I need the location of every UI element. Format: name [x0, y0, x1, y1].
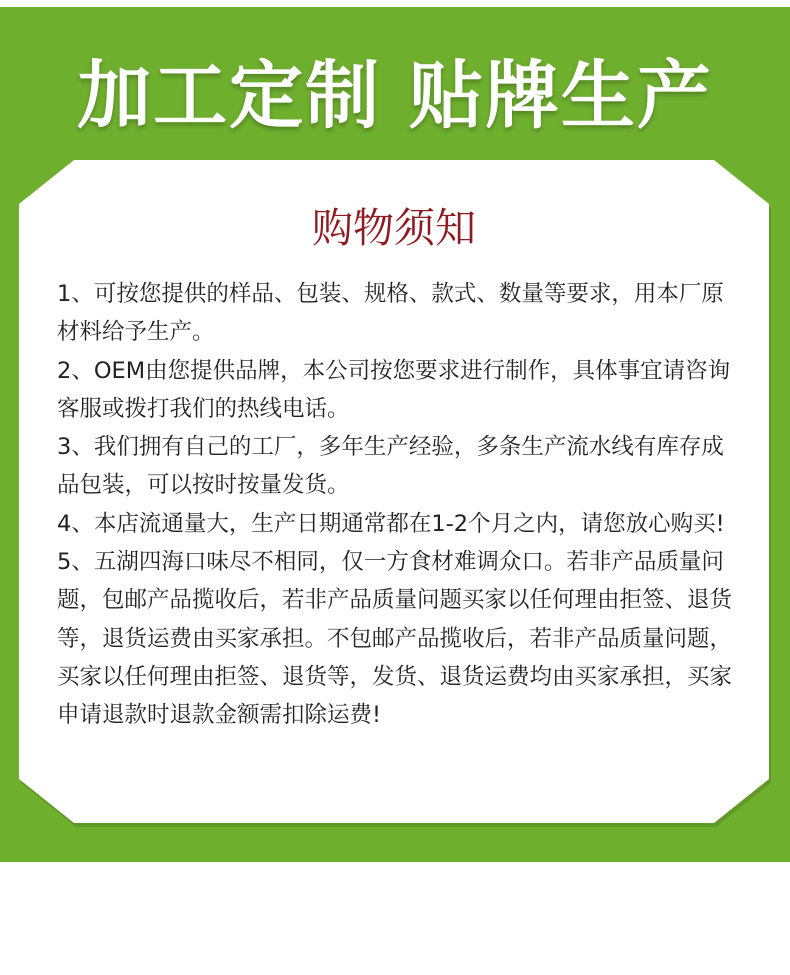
- page-headline: 加工定制 贴牌生产: [77, 53, 713, 139]
- notice-title: 购物须知: [312, 204, 476, 252]
- notice-item-2: 2、OEM由您提供品牌，本公司按您要求进行制作，具体事宜请咨询客服或拨打我们的热线电话。: [57, 357, 731, 422]
- notice-item-1: 1、可按您提供的样品、包装、规格、款式、数量等要求，用本厂原材料给予生产。: [57, 281, 724, 346]
- notice-item-4: 4、本店流通量大，生产日期通常都在1-2个月之内，请您放心购买!: [57, 510, 725, 537]
- notice-item-3: 3、我们拥有自己的工厂，多年生产经验，多条生产流水线有库存成品包装，可以按时按量发货。: [57, 434, 724, 499]
- notice-item-5: 5、五湖四海口味尽不相同，仅一方食材难调众口。若非产品质量问题，包邮产品揽收后，若非产品质量问题买家以任何理由拒签、退货等，退货运费由买家承担。不包邮产品揽收后，若非产品质量问题，买家以任何理由拒签、退货等，发货、退货运费均由买家承担，买家申请退款时退款金额需扣除运费!: [57, 549, 733, 729]
- notice-body: [57, 275, 737, 735]
